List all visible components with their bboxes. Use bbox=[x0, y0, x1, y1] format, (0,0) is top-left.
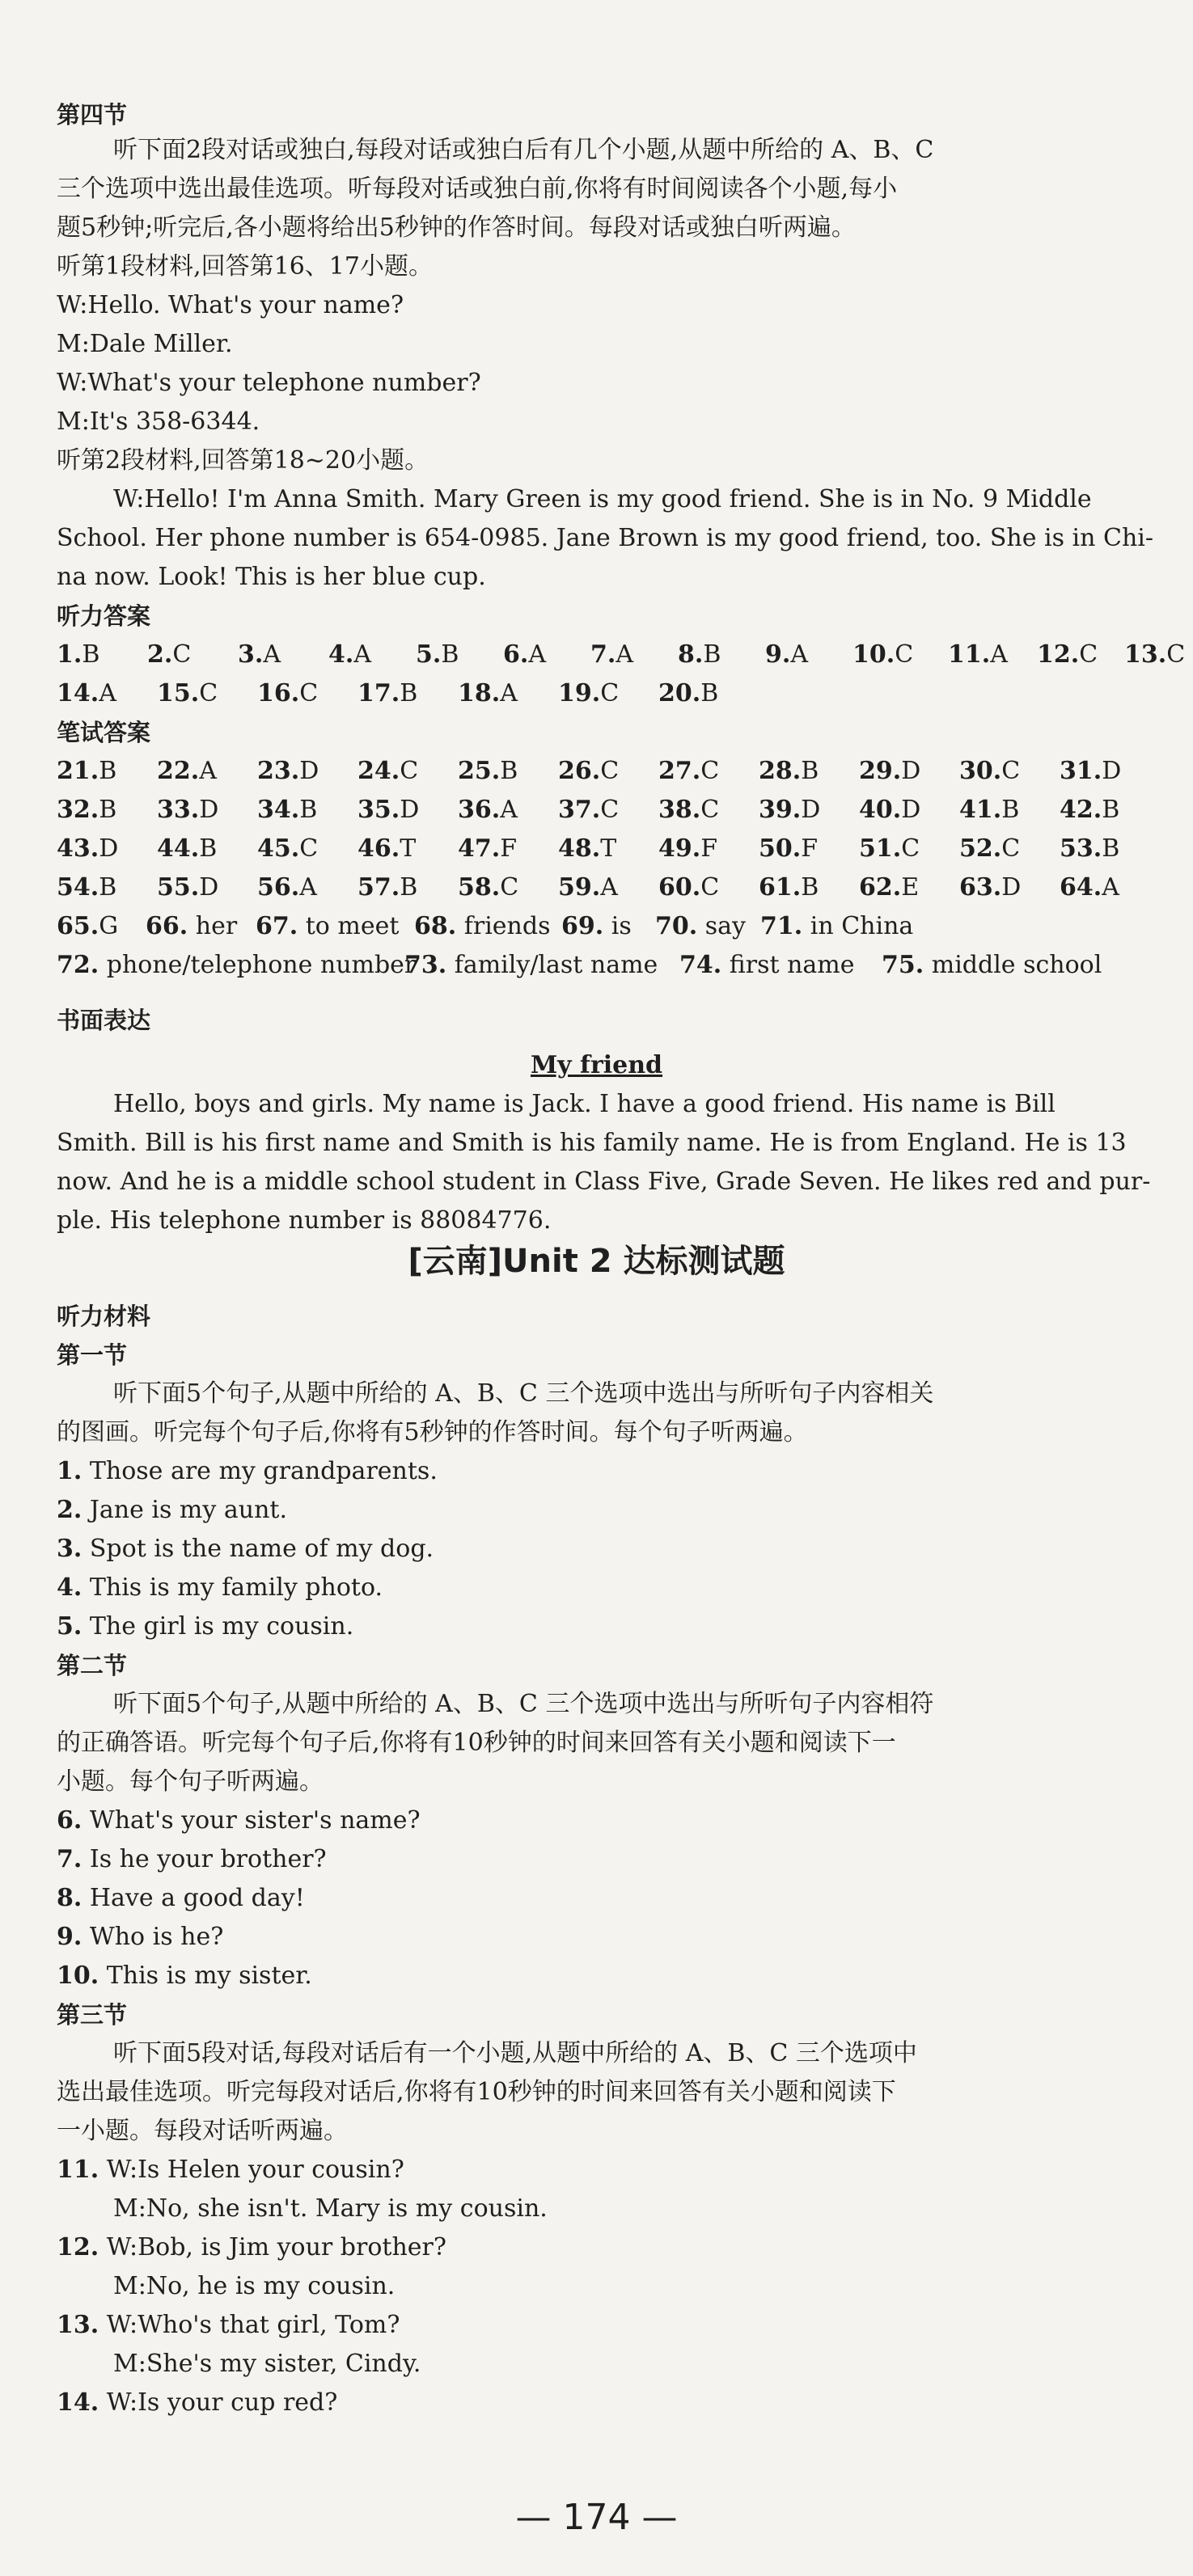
sentence-item: 9. Who is he? bbox=[57, 1923, 224, 1951]
answer-item: 9.A bbox=[765, 640, 808, 669]
answer-item: 32.B bbox=[57, 796, 117, 824]
answer-item: 33.D bbox=[157, 796, 219, 824]
answer-item: 55.D bbox=[157, 873, 219, 902]
answer-item: 17.B bbox=[357, 679, 418, 707]
answer-item: 60.C bbox=[658, 873, 720, 902]
answer-item: 46.T bbox=[357, 834, 417, 863]
answer-item: 10.C bbox=[852, 640, 914, 669]
section-heading-2: 第二节 bbox=[57, 1652, 128, 1679]
answer-item: 69. is bbox=[561, 912, 632, 940]
instruction-line: 题5秒钟;听完后,各小题将给出5秒钟的作答时间。每段对话或独白听两遍。 bbox=[57, 213, 856, 242]
page-number: — 174 — bbox=[515, 2497, 678, 2538]
dialogue-item: 11. W:Is Helen your cousin? bbox=[57, 2156, 404, 2184]
answer-item: 40.D bbox=[859, 796, 921, 824]
answer-item: 56.A bbox=[257, 873, 317, 902]
answer-item: 72. phone/telephone number bbox=[57, 951, 417, 979]
dialogue-line: M:It's 358-6344. bbox=[57, 408, 260, 436]
sentence-item: 5. The girl is my cousin. bbox=[57, 1612, 354, 1641]
answer-item: 11.A bbox=[948, 640, 1008, 669]
instruction-line: 的正确答语。听完每个句子后,你将有10秒钟的时间来回答有关小题和阅读下一 bbox=[57, 1729, 896, 1757]
answer-item: 35.D bbox=[357, 796, 420, 824]
section-heading-1: 第一节 bbox=[57, 1341, 128, 1369]
sentence-item: 3. Spot is the name of my dog. bbox=[57, 1535, 434, 1563]
instruction-line: 听下面5个句子,从题中所给的 A、B、C 三个选项中选出与所听句子内容相关 bbox=[113, 1379, 934, 1408]
answer-item: 14.A bbox=[57, 679, 116, 707]
answer-item: 57.B bbox=[357, 873, 418, 902]
essay-line: ple. His telephone number is 88084776. bbox=[57, 1206, 552, 1235]
section-heading-4: 第四节 bbox=[57, 101, 128, 129]
instruction-line: 小题。每个句子听两遍。 bbox=[57, 1767, 324, 1796]
answer-item: 31.D bbox=[1060, 757, 1122, 785]
dialogue-line: M:She's my sister, Cindy. bbox=[113, 2350, 421, 2378]
answer-item: 18.A bbox=[458, 679, 518, 707]
answer-item: 62.E bbox=[859, 873, 920, 902]
monologue-line: na now. Look! This is her blue cup. bbox=[57, 563, 486, 591]
answer-item: 47.F bbox=[458, 834, 518, 863]
answer-item: 22.A bbox=[157, 757, 217, 785]
answer-item: 1.B bbox=[57, 640, 100, 669]
sentence-item: 1. Those are my grandparents. bbox=[57, 1457, 438, 1485]
writing-heading: 书面表达 bbox=[57, 1007, 151, 1034]
answer-row bbox=[57, 910, 1140, 943]
dialogue-line: M:No, she isn't. Mary is my cousin. bbox=[113, 2194, 548, 2223]
answer-item: 21.B bbox=[57, 757, 117, 785]
unit-title: [云南]Unit 2 达标测试题 bbox=[408, 1243, 785, 1280]
instruction-line: 一小题。每段对话听两遍。 bbox=[57, 2117, 348, 2145]
answer-item: 13.C bbox=[1124, 640, 1186, 669]
answer-row bbox=[57, 872, 1140, 904]
answer-item: 51.C bbox=[859, 834, 920, 863]
answer-item: 2.C bbox=[147, 640, 192, 669]
answer-item: 7.A bbox=[590, 640, 633, 669]
instruction-line: 听下面5段对话,每段对话后有一个小题,从题中所给的 A、B、C 三个选项中 bbox=[113, 2039, 917, 2067]
answer-item: 12.C bbox=[1037, 640, 1098, 669]
answer-item: 24.C bbox=[357, 757, 419, 785]
monologue-line: School. Her phone number is 654-0985. Jane Brown is my good friend, too. She is in Chi- bbox=[57, 524, 1154, 552]
answer-row bbox=[57, 833, 1140, 865]
answer-item: 59.A bbox=[558, 873, 618, 902]
answer-item: 15.C bbox=[157, 679, 218, 707]
answer-item: 6.A bbox=[503, 640, 546, 669]
answer-row bbox=[57, 678, 1140, 710]
answer-item: 4.A bbox=[328, 640, 371, 669]
answer-item: 29.D bbox=[859, 757, 921, 785]
answer-item: 52.C bbox=[959, 834, 1021, 863]
answer-item: 43.D bbox=[57, 834, 119, 863]
answer-row bbox=[57, 794, 1140, 826]
dialogue-line: M:No, he is my cousin. bbox=[113, 2272, 396, 2300]
answer-item: 53.B bbox=[1060, 834, 1120, 863]
answer-item: 3.A bbox=[238, 640, 281, 669]
answer-item: 37.C bbox=[558, 796, 620, 824]
answer-item: 30.C bbox=[959, 757, 1021, 785]
answer-item: 48.T bbox=[558, 834, 617, 863]
answer-item: 38.C bbox=[658, 796, 720, 824]
answer-item: 54.B bbox=[57, 873, 117, 902]
written-answers-heading: 笔试答案 bbox=[57, 719, 151, 746]
instruction-line: 选出最佳选项。听完每段对话后,你将有10秒钟的时间来回答有关小题和阅读下 bbox=[57, 2078, 896, 2106]
answer-item: 65.G bbox=[57, 912, 119, 940]
answer-item: 50.F bbox=[759, 834, 819, 863]
essay-line: now. And he is a middle school student in Class Five, Grade Seven. He likes red and pur- bbox=[57, 1168, 1151, 1196]
dialogue-item: 14. W:Is your cup red? bbox=[57, 2388, 338, 2417]
essay-line: Hello, boys and girls. My name is Jack. I have a good friend. His name is Bill bbox=[113, 1090, 1056, 1118]
answer-item: 70. say bbox=[655, 912, 746, 940]
part-label: 听第2段材料,回答第18~20小题。 bbox=[57, 446, 429, 475]
dialogue-line: W:What's your telephone number? bbox=[57, 369, 481, 397]
answer-item: 61.B bbox=[759, 873, 819, 902]
answer-item: 8.B bbox=[678, 640, 721, 669]
answer-item: 39.D bbox=[759, 796, 821, 824]
section-heading-3: 第三节 bbox=[57, 2001, 128, 2029]
listening-answers-heading: 听力答案 bbox=[57, 602, 151, 630]
answer-item: 36.A bbox=[458, 796, 518, 824]
instruction-line: 三个选项中选出最佳选项。听每段对话或独白前,你将有时间阅读各个小题,每小 bbox=[57, 175, 898, 203]
instruction-line: 听下面2段对话或独白,每段对话或独白后有几个小题,从题中所给的 A、B、C bbox=[113, 136, 934, 164]
instruction-line: 听下面5个句子,从题中所给的 A、B、C 三个选项中选出与所听句子内容相符 bbox=[113, 1690, 934, 1718]
sentence-item: 2. Jane is my aunt. bbox=[57, 1496, 287, 1524]
answer-item: 67. to meet bbox=[256, 912, 400, 940]
answer-item: 68. friends bbox=[414, 912, 551, 940]
instruction-line: 的图画。听完每个句子后,你将有5秒钟的作答时间。每个句子听两遍。 bbox=[57, 1418, 808, 1446]
answer-item: 64.A bbox=[1060, 873, 1119, 902]
answer-item: 41.B bbox=[959, 796, 1020, 824]
answer-item: 66. her bbox=[146, 912, 238, 940]
answer-item: 45.C bbox=[257, 834, 319, 863]
dialogue-line: M:Dale Miller. bbox=[57, 330, 233, 358]
essay-title: My friend bbox=[530, 1051, 663, 1079]
sentence-item: 4. This is my family photo. bbox=[57, 1573, 383, 1602]
material-heading: 听力材料 bbox=[57, 1303, 151, 1330]
answer-item: 26.C bbox=[558, 757, 620, 785]
answer-row bbox=[57, 639, 1186, 671]
essay-line: Smith. Bill is his first name and Smith is his family name. He is from England. He is 13 bbox=[57, 1129, 1127, 1157]
sentence-item: 10. This is my sister. bbox=[57, 1962, 312, 1990]
sentence-item: 6. What's your sister's name? bbox=[57, 1806, 421, 1835]
answer-item: 44.B bbox=[157, 834, 218, 863]
answer-item: 34.B bbox=[257, 796, 318, 824]
answer-item: 28.B bbox=[759, 757, 819, 785]
answer-item: 20.B bbox=[658, 679, 719, 707]
part-label: 听第1段材料,回答第16、17小题。 bbox=[57, 252, 433, 281]
dialogue-item: 12. W:Bob, is Jim your brother? bbox=[57, 2233, 446, 2261]
sentence-item: 7. Is he your brother? bbox=[57, 1845, 327, 1873]
answer-item: 16.C bbox=[257, 679, 319, 707]
answer-row bbox=[57, 949, 1140, 982]
monologue-line: W:Hello! I'm Anna Smith. Mary Green is my good friend. She is in No. 9 Middle bbox=[113, 485, 1092, 513]
answer-item: 19.C bbox=[558, 679, 620, 707]
answer-item: 71. in China bbox=[760, 912, 914, 940]
answer-item: 74. first name bbox=[679, 951, 855, 979]
answer-row bbox=[57, 755, 1140, 788]
answer-item: 75. middle school bbox=[882, 951, 1102, 979]
answer-item: 58.C bbox=[458, 873, 519, 902]
answer-item: 5.B bbox=[416, 640, 459, 669]
sentence-item: 8. Have a good day! bbox=[57, 1884, 305, 1912]
answer-item: 63.D bbox=[959, 873, 1022, 902]
answer-item: 49.F bbox=[658, 834, 718, 863]
dialogue-line: W:Hello. What's your name? bbox=[57, 291, 404, 319]
answer-item: 23.D bbox=[257, 757, 319, 785]
answer-item: 73. family/last name bbox=[404, 951, 658, 979]
answer-item: 27.C bbox=[658, 757, 720, 785]
answer-item: 25.B bbox=[458, 757, 518, 785]
dialogue-item: 13. W:Who's that girl, Tom? bbox=[57, 2311, 400, 2339]
answer-item: 42.B bbox=[1060, 796, 1120, 824]
